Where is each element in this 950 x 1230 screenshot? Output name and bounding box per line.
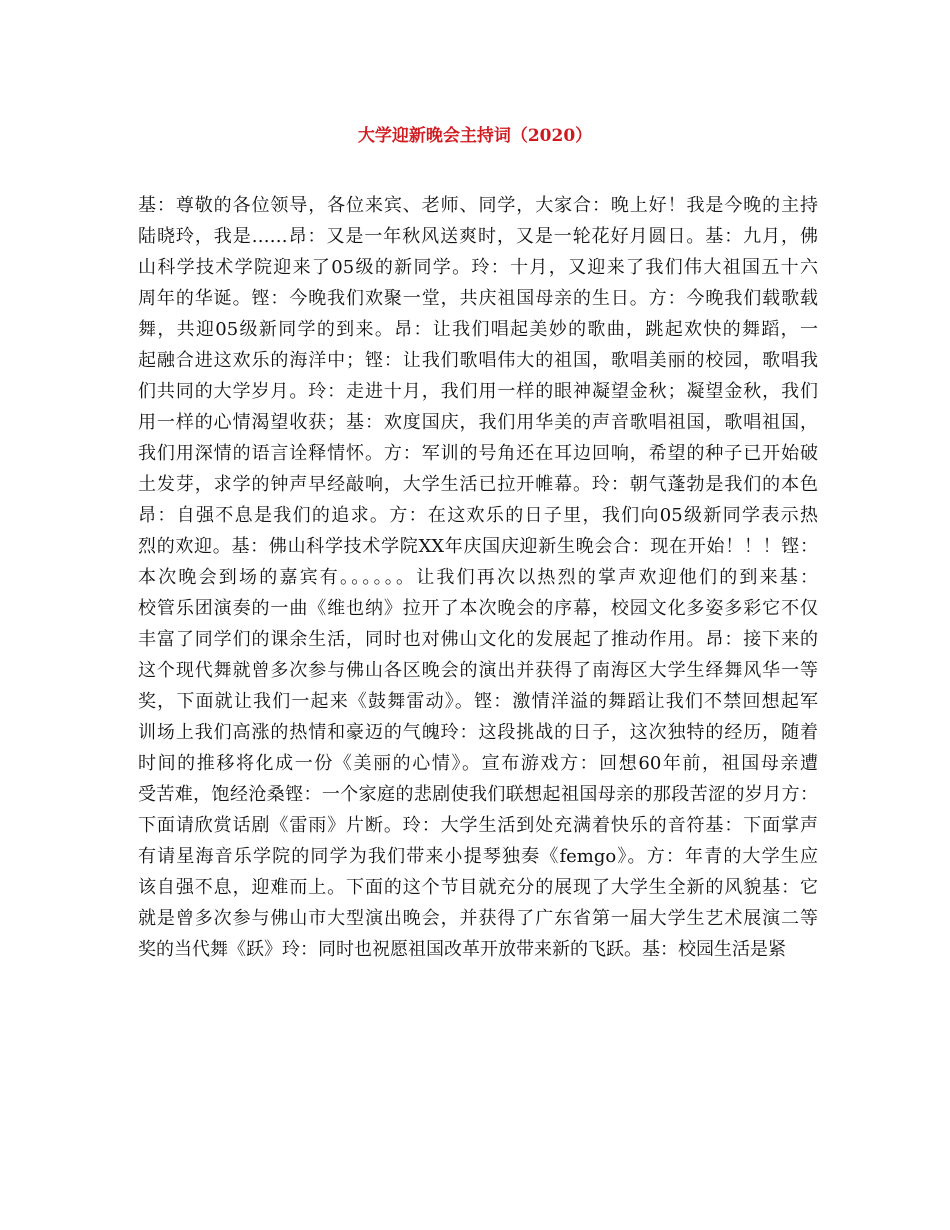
body-line: 周年的华诞。铿：今晚我们欢聚一堂，共庆祖国母亲的生日。方：今晚我们载歌载 bbox=[138, 288, 818, 309]
body-line: 受苦难，饱经沧桑铿：一个家庭的悲剧使我们联想起祖国母亲的那段苦涩的岁月方： bbox=[138, 784, 818, 805]
body-line: 土发芽，求学的钟声早经敲响，大学生活已拉开帷幕。玲：朝气蓬勃是我们的本色 bbox=[138, 474, 818, 495]
document-title: 大学迎新晚会主持词（2020） bbox=[357, 126, 593, 146]
body-line: 奖的当代舞《跃》玲：同时也祝愿祖国改革开放带来新的飞跃。基：校园生活是紧 bbox=[138, 939, 786, 960]
body-line: 我们用深情的语言诠释情怀。方：军训的号角还在耳边回响，希望的种子已开始破 bbox=[138, 443, 818, 464]
body-line: 起融合进这欢乐的海洋中；铿：让我们歌唱伟大的祖国，歌唱美丽的校园，歌唱我 bbox=[138, 350, 818, 371]
body-line: 丰富了同学们的课余生活，同时也对佛山文化的发展起了推动作用。昂：接下来的 bbox=[138, 629, 818, 650]
body-line: 烈的欢迎。基：佛山科学技术学院XX年庆国庆迎新生晚会合：现在开始！！！铿： bbox=[138, 536, 818, 557]
body-line: 基：尊敬的各位领导，各位来宾、老师、同学，大家合：晚上好！我是今晚的主持 bbox=[138, 195, 818, 216]
body-line: 奖，下面就让我们一起来《鼓舞雷动》。铿：激情洋溢的舞蹈让我们不禁回想起军 bbox=[138, 691, 818, 712]
document-body bbox=[138, 190, 818, 965]
body-line: 山科学技术学院迎来了05级的新同学。玲：十月，又迎来了我们伟大祖国五十六 bbox=[138, 257, 818, 278]
body-line: 用一样的心情渴望收获；基：欢度国庆，我们用华美的声音歌唱祖国，歌唱祖国， bbox=[138, 412, 818, 433]
body-line: 这个现代舞就曾多次参与佛山各区晚会的演出并获得了南海区大学生绎舞风华一等 bbox=[138, 660, 818, 681]
body-line: 舞，共迎05级新同学的到来。昂：让我们唱起美妙的歌曲，跳起欢快的舞蹈，一 bbox=[138, 319, 818, 340]
body-line: 陆晓玲，我是……昂：又是一年秋风送爽时，又是一轮花好月圆日。基：九月，佛 bbox=[138, 226, 818, 247]
body-line: 有请星海音乐学院的同学为我们带来小提琴独奏《femgo》。方：年青的大学生应 bbox=[138, 846, 818, 867]
body-line: 时间的推移将化成一份《美丽的心情》。宣布游戏方：回想60年前，祖国母亲遭 bbox=[138, 753, 818, 774]
body-line: 本次晚会到场的嘉宾有。。。。。。让我们再次以热烈的掌声欢迎他们的到来基： bbox=[138, 567, 818, 588]
body-line: 就是曾多次参与佛山市大型演出晚会，并获得了广东省第一届大学生艺术展演二等 bbox=[138, 908, 818, 929]
body-line: 下面请欣赏话剧《雷雨》片断。玲：大学生活到处充满着快乐的音符基：下面掌声 bbox=[138, 815, 818, 836]
body-line: 训场上我们高涨的热情和豪迈的气魄玲：这段挑战的日子，这次独特的经历，随着 bbox=[138, 722, 818, 743]
body-line: 们共同的大学岁月。玲：走进十月，我们用一样的眼神凝望金秋；凝望金秋，我们 bbox=[138, 381, 818, 402]
body-line: 昂：自强不息是我们的追求。方：在这欢乐的日子里，我们向05级新同学表示热 bbox=[138, 505, 818, 526]
body-line: 该自强不息，迎难而上。下面的这个节目就充分的展现了大学生全新的风貌基：它 bbox=[138, 877, 818, 898]
body-line: 校管乐团演奏的一曲《维也纳》拉开了本次晚会的序幕，校园文化多姿多彩它不仅 bbox=[138, 598, 818, 619]
